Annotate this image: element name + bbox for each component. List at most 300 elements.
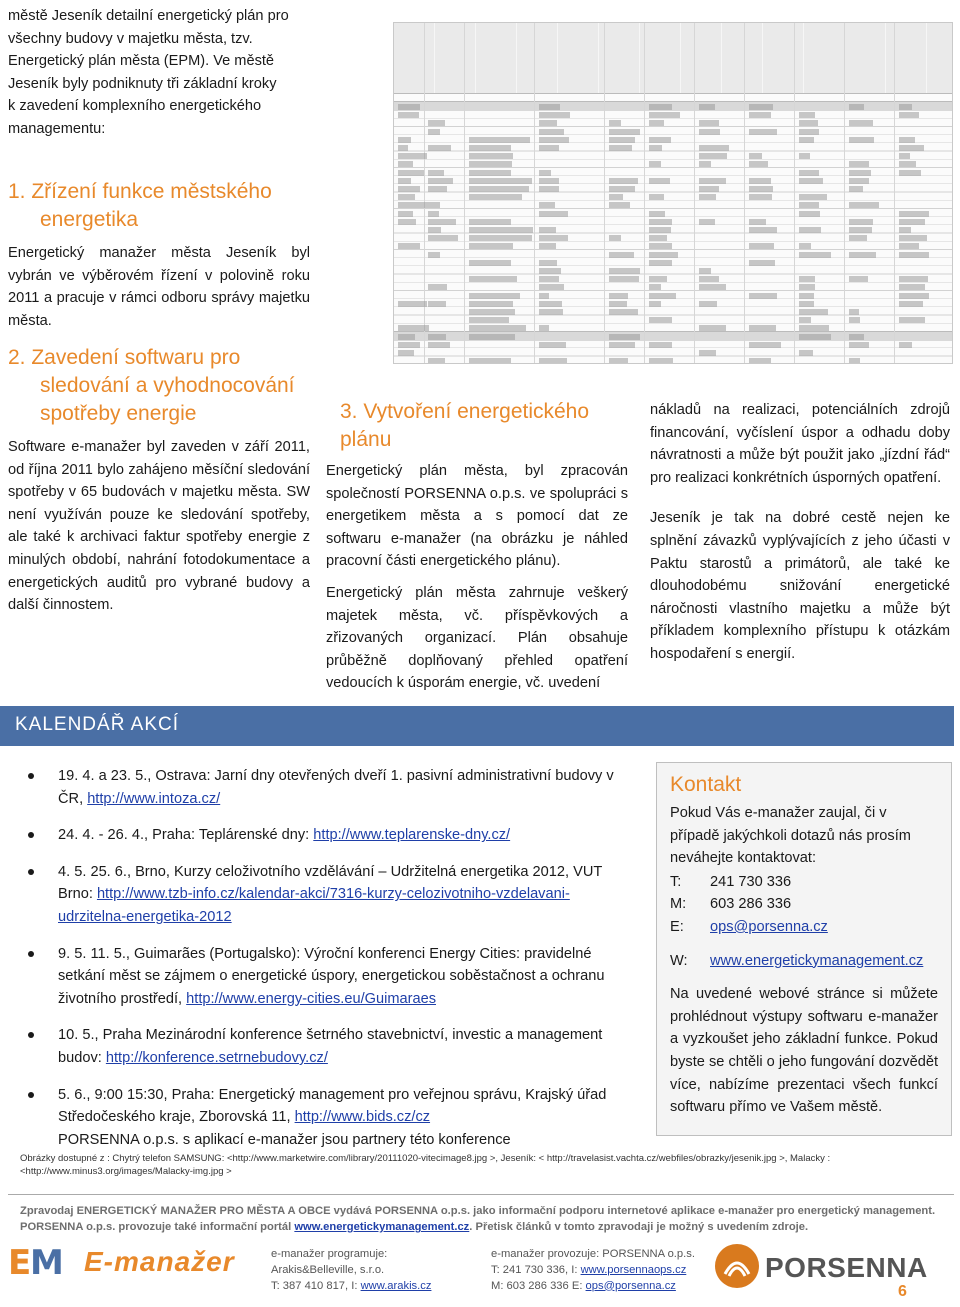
contact-intro: Pokud Vás e-manažer zaujal, či v případě jakýchkoli dotazů nás prosím neváhejte kontaktovat:	[670, 805, 911, 867]
spreadsheet-cell-mark	[398, 145, 408, 151]
section-3	[326, 398, 628, 695]
contact	[670, 772, 938, 1119]
spreadsheet-cell-mark	[539, 137, 569, 143]
spreadsheet-cell-mark	[609, 235, 621, 241]
spreadsheet-cell-mark	[749, 227, 777, 233]
contact-email	[670, 916, 938, 939]
spreadsheet-cell-mark	[469, 170, 511, 176]
spreadsheet-cell-mark	[428, 129, 440, 135]
spreadsheet-cell-mark	[799, 112, 815, 118]
event-link[interactable]: http://www.bids.cz/cz	[294, 1109, 431, 1126]
spreadsheet-cell-mark	[398, 194, 415, 200]
spreadsheet-cell-mark	[699, 350, 716, 356]
event-item	[28, 1084, 622, 1129]
spreadsheet-cell-mark	[699, 186, 719, 192]
spreadsheet-cell-mark	[539, 112, 570, 118]
spreadsheet-cell-mark	[398, 186, 420, 192]
intro-line: k zavedení komplexního energetického	[8, 98, 262, 115]
spreadsheet-cell-mark	[469, 243, 513, 249]
partner-note-text: PORSENNA o.p.s. s aplikací e-manažer jsou partnery této konference	[58, 1131, 511, 1148]
programmer-link[interactable]: www.arakis.cz	[360, 1279, 432, 1292]
spreadsheet-cell-mark	[539, 342, 566, 348]
porsenna-logo-text: PORSENNA	[765, 1252, 928, 1283]
spreadsheet-cell-mark	[428, 301, 446, 307]
spreadsheet-cell-mark	[849, 137, 874, 143]
spreadsheet-cell-mark	[699, 129, 720, 135]
divider	[8, 1194, 954, 1195]
spreadsheet-cell-mark	[539, 104, 560, 110]
spreadsheet-cell-mark	[799, 301, 814, 307]
spreadsheet-cell-mark	[469, 358, 511, 364]
contact-outro: Na uvedené webové stránce si můžete prohlédnout výstupy softwaru e-manažer a vyzkoušet jeho základní funkce. Pokud byste se chtěli o jeho fungování dozvědět více, nabízíme prezentaci všech funkcí softwaru přímo ve Vašem městě.	[670, 986, 938, 1116]
spreadsheet-cell-mark	[849, 219, 873, 225]
spreadsheet-cell-mark	[799, 211, 820, 217]
spreadsheet-cell-mark	[899, 104, 912, 110]
event-text: 10. 5., Praha Mezinárodní konference šetrného stavebnictví, investic a management budov:	[58, 1027, 603, 1066]
event-item	[28, 943, 622, 1011]
spreadsheet-cell-mark	[609, 309, 638, 315]
spreadsheet-cell-mark	[469, 227, 533, 233]
intro-line: Jeseník byly podniknuty tři základní kroky	[8, 75, 277, 92]
spreadsheet-cell-mark	[799, 325, 829, 331]
spreadsheet-cell-mark	[539, 211, 568, 217]
spreadsheet-cell-mark	[849, 170, 871, 176]
spreadsheet-cell-mark	[799, 334, 831, 340]
operator-web-link[interactable]: www.porsennaops.cz	[580, 1263, 687, 1276]
footer-publisher	[20, 1203, 950, 1235]
spreadsheet-cell-mark	[609, 194, 623, 200]
spreadsheet-col-line	[644, 23, 645, 363]
spreadsheet-cell-mark	[398, 211, 413, 217]
spreadsheet-cell-mark	[649, 219, 672, 225]
spreadsheet-cell-mark	[398, 104, 420, 110]
spreadsheet-cell-mark	[539, 284, 564, 290]
event-item	[28, 861, 622, 929]
spreadsheet-cell-mark	[428, 211, 439, 217]
spreadsheet-col-line	[424, 23, 425, 363]
programmer-contact: T: 387 410 817, I:	[271, 1279, 361, 1292]
spreadsheet-cell-mark	[609, 178, 638, 184]
spreadsheet-cell-mark	[899, 145, 924, 151]
spreadsheet-cell-mark	[749, 153, 762, 159]
spreadsheet-section-row	[394, 101, 952, 111]
contact-web	[670, 950, 938, 973]
spreadsheet-cell-mark	[899, 227, 911, 233]
spreadsheet-cell-mark	[539, 145, 559, 151]
spreadsheet-cell-mark	[749, 186, 773, 192]
spreadsheet-col-line	[604, 23, 605, 363]
spreadsheet-cell-mark	[899, 252, 929, 258]
image-sources: Obrázky dostupné z : Chytrý telefon SAMSUNG: <http://www.marketwire.com/library/20111020-vitecimage8.jpg >, Jeseník: < http://travelasist.vachta.cz/webfiles/obrazky/jesenik.jpg >, Malacky : <http://www.minus3.org/images/Malacky-img.jpg >	[20, 1153, 831, 1177]
spreadsheet-cell-mark	[398, 342, 420, 348]
spreadsheet-header	[394, 23, 952, 94]
spreadsheet-cell-mark	[428, 235, 458, 241]
spreadsheet-cell-mark	[849, 342, 869, 348]
spreadsheet-cell-mark	[849, 227, 872, 233]
spreadsheet-cell-mark	[849, 334, 864, 340]
spreadsheet-cell-mark	[609, 145, 632, 151]
col3-body-1: nákladů na realizaci, potenciálních zdrojů financování, vyčíslení úspor a odhadu doby návratnosti a může být použit jako „jízdní řád“ pro realizaci konkrétních úsporných opatření.	[650, 402, 950, 486]
spreadsheet-cell-mark	[699, 325, 726, 331]
spreadsheet-cell-mark	[649, 211, 665, 217]
phone-value: 241 730 336	[710, 873, 792, 890]
emanazer-logo-text: E-manažer	[84, 1246, 235, 1277]
intro-line: managementu:	[8, 120, 106, 137]
spreadsheet-cell-mark	[469, 137, 530, 143]
spreadsheet-cell-mark	[539, 202, 555, 208]
spreadsheet-cell-mark	[469, 276, 517, 282]
footer-operator	[491, 1247, 695, 1294]
intro-line: městě Jeseník detailní energetický plán pro	[8, 8, 289, 24]
event-list	[28, 765, 622, 1165]
spreadsheet-cell-mark	[539, 186, 559, 192]
spreadsheet-cell-mark	[699, 161, 711, 167]
spreadsheet-cell-mark	[428, 252, 440, 258]
spreadsheet-cell-mark	[539, 243, 556, 249]
spreadsheet-cell-mark	[609, 293, 628, 299]
spreadsheet-cell-mark	[649, 145, 662, 151]
spreadsheet-cell-mark	[699, 219, 715, 225]
spreadsheet-cell-mark	[609, 186, 635, 192]
spreadsheet-cell-mark	[649, 104, 672, 110]
spreadsheet-col-line	[894, 23, 895, 363]
spreadsheet-cell-mark	[539, 293, 549, 299]
footer-line-1: Zpravodaj ENERGETICKÝ MANAŽER PRO MĚSTA A OBCE vydává PORSENNA o.p.s. jako informační podporu internetové aplikace e-manažer pro energetický management.	[20, 1205, 936, 1217]
spreadsheet-cell-mark	[398, 178, 411, 184]
spreadsheet-cell-mark	[398, 219, 416, 225]
spreadsheet-cell-mark	[749, 178, 771, 184]
section-3-title: 3. Vytvoření energetického plánu	[340, 400, 590, 451]
event-text: 9. 5. 11. 5., Guimarães (Portugalsko): Výroční konferenci Energy Cities: pravidelné setkání měst se zájmem o energetické úspory, energetickou soběstačnost a ochranu životního prostředí,	[58, 945, 605, 1007]
event-text: 5. 6., 9:00 15:30, Praha: Energetický management pro veřejnou správu, Krajský úřad Středočeského kraje, Zborovská 11,	[58, 1086, 607, 1126]
spreadsheet-cell-mark	[539, 178, 559, 184]
spreadsheet-cell-mark	[428, 219, 456, 225]
spreadsheet-cell-mark	[849, 317, 860, 323]
spreadsheet-cell-mark	[799, 227, 821, 233]
spreadsheet-cell-mark	[609, 358, 628, 364]
spreadsheet-cell-mark	[428, 170, 444, 176]
spreadsheet-cell-mark	[398, 137, 411, 143]
spreadsheet-cell-mark	[799, 194, 827, 200]
spreadsheet-cell-mark	[699, 120, 719, 126]
operator-mobile: M: 603 286 336 E:	[491, 1279, 586, 1292]
spreadsheet-cell-mark	[469, 186, 529, 192]
mobile-value: 603 286 336	[710, 896, 792, 913]
spreadsheet-cell-mark	[849, 235, 867, 241]
spreadsheet-cell-mark	[649, 243, 672, 249]
spreadsheet-cell-mark	[649, 137, 671, 143]
spreadsheet-cell-mark	[469, 145, 511, 151]
event-link[interactable]: http://www.teplarenske-dny.cz/	[313, 827, 511, 844]
spreadsheet-cell-mark	[649, 227, 671, 233]
section-1-title: 1. Zřízení funkce městského energetika	[8, 180, 272, 231]
spreadsheet-cell-mark	[469, 178, 532, 184]
operator-email-link[interactable]: ops@porsenna.cz	[585, 1279, 676, 1292]
spreadsheet-cell-mark	[749, 129, 777, 135]
calendar-title: KALENDÁŘ AKCÍ	[15, 714, 179, 735]
spreadsheet-cell-mark	[699, 153, 727, 159]
spreadsheet-cell-mark	[849, 202, 879, 208]
spreadsheet-cell-mark	[428, 145, 451, 151]
contact-title: Kontakt	[670, 773, 742, 796]
event-item	[28, 824, 622, 847]
spreadsheet-cell-mark	[799, 309, 828, 315]
spreadsheet-cell-mark	[699, 194, 716, 200]
spreadsheet-col-line	[744, 23, 745, 363]
spreadsheet-cell-mark	[539, 276, 559, 282]
event-item	[28, 1024, 622, 1069]
web-link[interactable]: www.energetickymanagement.cz	[710, 952, 924, 969]
spreadsheet-cell-mark	[749, 260, 775, 266]
spreadsheet-cell-mark	[539, 227, 556, 233]
logo-e-glyph: E	[8, 1243, 32, 1283]
spreadsheet-cell-mark	[649, 178, 670, 184]
spreadsheet-cell-mark	[699, 268, 711, 274]
footer-portal-link[interactable]: www.energetickymanagement.cz	[294, 1221, 470, 1233]
spreadsheet-cell-mark	[469, 235, 532, 241]
spreadsheet-cell-mark	[649, 301, 661, 307]
spreadsheet-cell-mark	[398, 153, 427, 159]
spreadsheet-cell-mark	[609, 129, 640, 135]
spreadsheet-cell-mark	[749, 161, 768, 167]
spreadsheet-cell-mark	[539, 170, 551, 176]
intro-paragraph	[8, 5, 310, 141]
spreadsheet-cell-mark	[609, 252, 634, 258]
spreadsheet-cell-mark	[899, 235, 927, 241]
spreadsheet-cell-mark	[428, 120, 445, 126]
footer-line-2a: PORSENNA o.p.s. provozuje také informační portál	[20, 1221, 295, 1233]
spreadsheet-cell-mark	[649, 276, 667, 282]
spreadsheet-cell-mark	[749, 358, 771, 364]
spreadsheet-cell-mark	[649, 260, 672, 266]
spreadsheet-cell-mark	[539, 358, 567, 364]
spreadsheet-cell-mark	[799, 170, 819, 176]
spreadsheet-cell-mark	[398, 325, 429, 331]
spreadsheet-cell-mark	[428, 284, 447, 290]
spreadsheet-col-line	[794, 23, 795, 363]
section-1-body: Energetický manažer města Jeseník byl vybrán ve výběrovém řízení v polovině roku 2011 a pracuje v rámci odboru správy majetku města.	[8, 245, 310, 329]
operator-phone: T: 241 730 336, I:	[491, 1263, 581, 1276]
spreadsheet-cell-mark	[899, 161, 916, 167]
spreadsheet-cell-mark	[849, 309, 859, 315]
spreadsheet-cell-mark	[539, 129, 564, 135]
spreadsheet-cell-mark	[398, 161, 413, 167]
event-text: 19. 4. a 23. 5., Ostrava: Jarní dny otevřených dveří 1. pasivní administrativní budovy v ČR,	[58, 768, 614, 807]
spreadsheet-cell-mark	[799, 153, 810, 159]
spreadsheet-cell-mark	[469, 153, 513, 159]
web-label: W:	[670, 952, 688, 969]
spreadsheet-cell-mark	[398, 301, 427, 307]
spreadsheet-cell-mark	[649, 120, 664, 126]
spreadsheet-cell-mark	[849, 120, 873, 126]
email-link[interactable]: ops@porsenna.cz	[710, 918, 828, 935]
section-3-body-1: Energetický plán města, byl zpracován společností PORSENNA o.p.s. ve spolupráci s energetikem města a s pomocí dat ze softwaru e-manažer (na obrázku je náhled pracovní části energetického plánu).	[326, 463, 628, 570]
event-link[interactable]: http://konference.setrnebudovy.cz/	[105, 1049, 328, 1066]
spreadsheet-cell-mark	[849, 252, 876, 258]
spreadsheet-cell-mark	[849, 178, 869, 184]
spreadsheet-cell-mark	[749, 219, 766, 225]
spreadsheet-cell-mark	[428, 178, 453, 184]
spreadsheet-cell-mark	[699, 276, 719, 282]
col3-text	[650, 399, 950, 666]
spreadsheet-cell-mark	[799, 243, 811, 249]
energy-plan-spreadsheet-image	[393, 22, 953, 364]
section-1	[8, 178, 310, 332]
page-number: 6	[898, 1283, 907, 1300]
footer-line-2b: . Přetisk článků v tomto zpravodaji je možný s uvedením zdroje.	[469, 1221, 809, 1233]
spreadsheet-cell-mark	[799, 202, 819, 208]
spreadsheet-cell-mark	[649, 161, 661, 167]
spreadsheet-cell-mark	[398, 350, 414, 356]
footer-programmer	[271, 1247, 431, 1294]
spreadsheet-cell-mark	[899, 211, 929, 217]
spreadsheet-cell-mark	[539, 309, 563, 315]
programmer-title: e-manažer programuje:	[271, 1248, 388, 1260]
spreadsheet-cell-mark	[469, 194, 522, 200]
spreadsheet-cell-mark	[609, 120, 621, 126]
spreadsheet-cell-mark	[699, 178, 726, 184]
spreadsheet-cell-mark	[799, 137, 814, 143]
spreadsheet-cell-mark	[649, 317, 672, 323]
spreadsheet-cell-mark	[609, 301, 627, 307]
col3-body-2: Jeseník je tak na dobré cestě nejen ke splnění závazků vyplývajících z jeho účasti v Paktu starostů a primátorů, ale také ke dlouhodobému snižování energetické náročnosti vlastního majetku a může být příkladem komplexního přístupu k otázkám hospodaření s energií.	[650, 510, 950, 662]
phone-label: T:	[670, 873, 682, 890]
email-label: E:	[670, 918, 684, 935]
spreadsheet-cell-mark	[539, 120, 557, 126]
event-text: 24. 4. - 26. 4., Praha: Teplárenské dny:	[58, 827, 314, 844]
spreadsheet-cell-mark	[469, 293, 520, 299]
spreadsheet-cell-mark	[428, 342, 450, 348]
spreadsheet-cell-mark	[749, 194, 772, 200]
spreadsheet-cell-mark	[428, 334, 446, 340]
spreadsheet-cell-mark	[649, 112, 680, 118]
spreadsheet-cell-mark	[799, 178, 823, 184]
spreadsheet-cell-mark	[799, 293, 814, 299]
emanazer-logo-mark	[8, 1243, 72, 1285]
porsenna-logo-icon	[715, 1244, 759, 1288]
spreadsheet-cell-mark	[849, 358, 860, 364]
spreadsheet-cell-mark	[428, 186, 447, 192]
spreadsheet-cell-mark	[699, 284, 726, 290]
spreadsheet-cell-mark	[699, 301, 717, 307]
spreadsheet-cell-mark	[469, 301, 513, 307]
spreadsheet-cell-mark	[428, 202, 440, 208]
spreadsheet-cell-mark	[799, 120, 818, 126]
spreadsheet-cell-mark	[609, 334, 640, 340]
spreadsheet-col-line	[464, 23, 465, 363]
spreadsheet-cell-mark	[649, 284, 661, 290]
spreadsheet-cell-mark	[649, 358, 673, 364]
event-text: 4. 5. 25. 6., Brno, Kurzy celoživotního vzdělávání – Udržitelná energetika 2012, VUT Brno:	[58, 863, 603, 903]
spreadsheet-cell-mark	[699, 104, 715, 110]
spreadsheet-cell-mark	[799, 252, 831, 258]
spreadsheet-cell-mark	[649, 235, 667, 241]
section-2-title: 2. Zavedení softwaru pro sledování a vyhodnocování spotřeby energie	[8, 346, 295, 425]
spreadsheet-cell-mark	[469, 309, 515, 315]
section-3-body-2: Energetický plán města zahrnuje veškerý majetek města, vč. příspěvkových a zřizovaných organizací. Plán obsahuje průběžně doplňovaný přehled opatření vedoucích k úsporám energie, vč. uvedení	[326, 584, 628, 692]
spreadsheet-cell-mark	[428, 227, 441, 233]
spreadsheet-cell-mark	[469, 325, 526, 331]
spreadsheet-cell-mark	[899, 112, 919, 118]
spreadsheet-cell-mark	[899, 276, 928, 282]
spreadsheet-cell-mark	[799, 284, 815, 290]
spreadsheet-cell-mark	[899, 293, 929, 299]
spreadsheet-cell-mark	[609, 268, 640, 274]
spreadsheet-cell-mark	[699, 145, 729, 151]
spreadsheet-cell-mark	[899, 342, 912, 348]
operator-title: e-manažer provozuje: PORSENNA o.p.s.	[491, 1248, 695, 1260]
intro-line: Energetický plán města (EPM). Ve městě	[8, 53, 275, 70]
spreadsheet-cell-mark	[539, 260, 557, 266]
spreadsheet-cell-mark	[849, 104, 864, 110]
calendar-header-bar	[0, 706, 954, 746]
spreadsheet-cell-mark	[398, 243, 420, 249]
event-link[interactable]: http://www.intoza.cz/	[87, 790, 221, 807]
spreadsheet-cell-mark	[539, 268, 561, 274]
spreadsheet-cell-mark	[469, 260, 511, 266]
programmer-company: Arakis&Belleville, s.r.o.	[271, 1263, 385, 1276]
spreadsheet-cell-mark	[609, 276, 639, 282]
spreadsheet-cell-mark	[398, 170, 424, 176]
spreadsheet-cell-mark	[469, 317, 509, 323]
contact-mobile	[670, 893, 938, 916]
spreadsheet-col-line	[844, 23, 845, 363]
spreadsheet-cell-mark	[609, 202, 630, 208]
spreadsheet-cell-mark	[749, 243, 774, 249]
spreadsheet-cell-mark	[649, 293, 676, 299]
spreadsheet-cell-mark	[539, 235, 568, 241]
partner-note	[28, 1129, 622, 1152]
spreadsheet-cell-mark	[799, 129, 819, 135]
spreadsheet-cell-mark	[609, 137, 635, 143]
contact-phone	[670, 871, 938, 894]
section-2-body: Software e-manažer byl zaveden v září 2011, od října 2011 bylo zahájeno měsíční sledování spotřeby v 65 budovách v majetku města. SW není využíván pouze ke sledování spotřeby, ale také k archivaci faktur spotřeby energie z minulých období, nahrání fotodokumentace a energetických auditů pro vybrané budovy a další činnostem.	[8, 439, 310, 614]
spreadsheet-cell-mark	[849, 276, 868, 282]
mobile-label: M:	[670, 896, 687, 913]
spreadsheet-cell-mark	[469, 161, 512, 167]
spreadsheet-cell-mark	[849, 186, 863, 192]
spreadsheet-cell-mark	[749, 342, 781, 348]
spreadsheet-cell-mark	[649, 194, 664, 200]
spreadsheet-cell-mark	[609, 342, 635, 348]
event-item	[28, 765, 622, 810]
spreadsheet-cell-mark	[539, 301, 562, 307]
spreadsheet-cell-mark	[899, 301, 923, 307]
spreadsheet-cell-mark	[649, 342, 672, 348]
event-link[interactable]: http://www.tzb-info.cz/kalendar-akci/7316-kurzy-celozivotniho-vzdelavani-udrzitelna-energetika-2012	[58, 886, 570, 925]
spreadsheet-cell-mark	[899, 137, 915, 143]
spreadsheet-cell-mark	[899, 219, 925, 225]
spreadsheet-cell-mark	[799, 276, 815, 282]
spreadsheet-cell-mark	[749, 293, 777, 299]
spreadsheet-cell-mark	[749, 104, 773, 110]
spreadsheet-cell-mark	[849, 161, 869, 167]
logo-m-glyph: M	[30, 1243, 64, 1283]
spreadsheet-cell-mark	[428, 358, 445, 364]
spreadsheet-cell-mark	[799, 350, 813, 356]
spreadsheet-cell-mark	[899, 284, 925, 290]
spreadsheet-cell-mark	[749, 112, 771, 118]
spreadsheet-cell-mark	[899, 170, 921, 176]
spreadsheet-cell-mark	[899, 153, 910, 159]
spreadsheet-col-line	[534, 23, 535, 363]
spreadsheet-cell-mark	[398, 202, 428, 208]
spreadsheet-cell-mark	[649, 252, 678, 258]
spreadsheet-cell-mark	[799, 317, 811, 323]
spreadsheet-cell-mark	[469, 219, 511, 225]
event-link[interactable]: http://www.energy-cities.eu/Guimaraes	[186, 990, 436, 1007]
porsenna-swirl-icon	[715, 1244, 759, 1288]
